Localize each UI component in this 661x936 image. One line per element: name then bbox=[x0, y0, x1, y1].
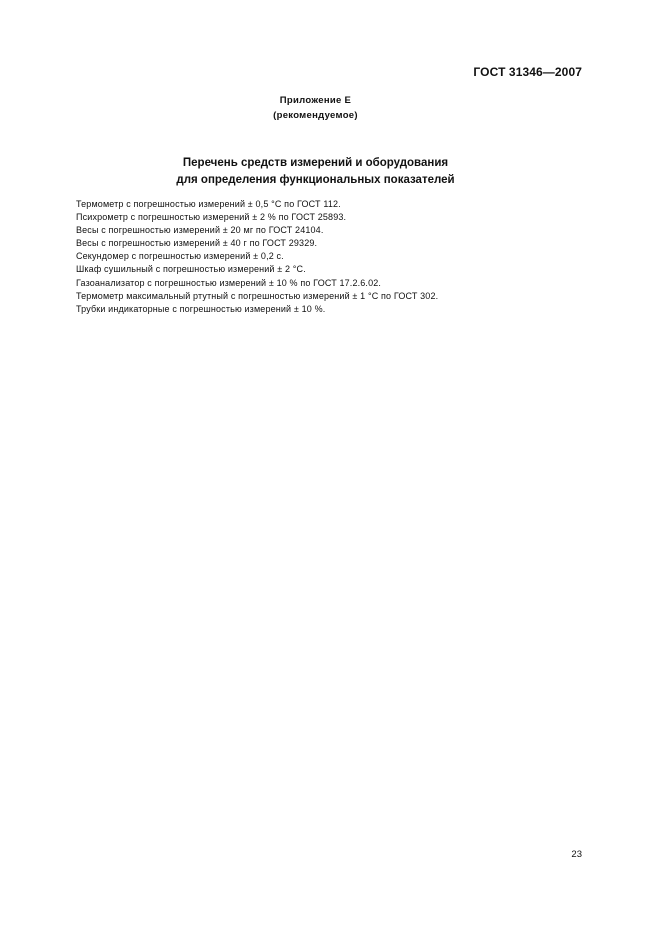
list-item: Термометр максимальный ртутный с погрешностью измерений ± 1 °С по ГОСТ 302. bbox=[76, 290, 439, 301]
section-title bbox=[0, 155, 631, 189]
list-item: Трубки индикаторные с погрешностью измерений ± 10 %. bbox=[76, 303, 326, 314]
list-item: Весы с погрешностью измерений ± 20 мг по ГОСТ 24104. bbox=[76, 225, 324, 236]
equipment-list bbox=[76, 198, 596, 316]
section-title-line-1: Перечень средств измерений и оборудования bbox=[182, 157, 449, 169]
page-number: 23 bbox=[571, 849, 582, 860]
list-item: Психрометр с погрешностью измерений ± 2 % по ГОСТ 25893. bbox=[76, 212, 347, 223]
section-title-line-2: для определения функциональных показателей bbox=[176, 174, 455, 186]
list-item: Секундомер с погрешностью измерений ± 0,2 с. bbox=[76, 251, 284, 262]
list-item: Термометр с погрешностью измерений ± 0,5 °С по ГОСТ 112. bbox=[76, 199, 341, 209]
list-item: Весы с погрешностью измерений ± 40 г по ГОСТ 29329. bbox=[76, 238, 318, 249]
appendix-label: Приложение Е bbox=[279, 95, 352, 106]
appendix-heading bbox=[0, 93, 631, 123]
list-item: Газоанализатор с погрешностью измерений ± 10 % по ГОСТ 17.2.6.02. bbox=[76, 277, 382, 288]
list-item: Шкаф сушильный с погрешностью измерений ± 2 °С. bbox=[76, 264, 306, 275]
appendix-status: (рекомендуемое) bbox=[273, 110, 358, 121]
document-code: ГОСТ 31346—2007 bbox=[473, 65, 582, 79]
